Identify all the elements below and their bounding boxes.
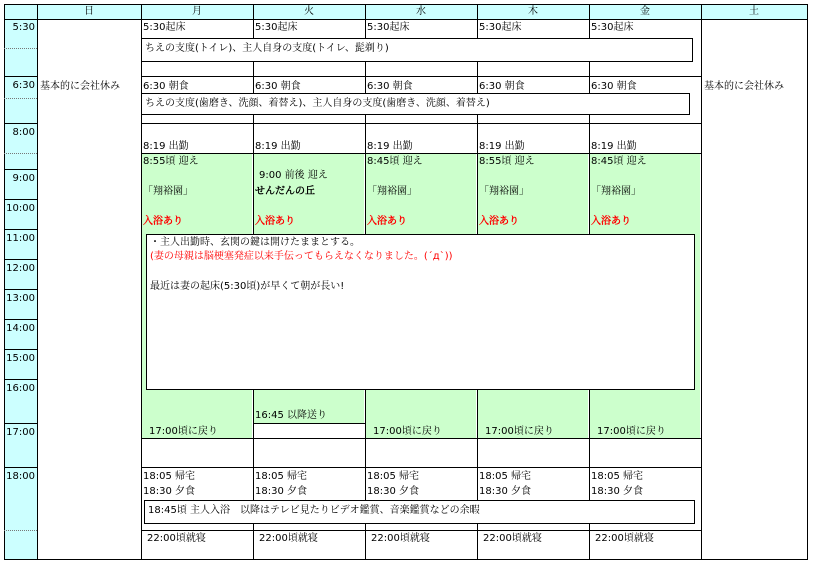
time-tick [4, 259, 37, 260]
dinner-thu: 18:30 夕食 [479, 486, 531, 497]
weekend-note-sun: 基本的に会社休み [40, 81, 120, 92]
morning-note-box-1 [141, 38, 693, 62]
sleep-wed: 22:00頃就寝 [371, 533, 430, 544]
home-mon: 18:05 帰宅 [143, 471, 195, 482]
header-day-fri: 金 [589, 4, 701, 20]
grid-line [141, 530, 701, 531]
time-label: 11:00 [6, 233, 35, 244]
time-tick [4, 319, 37, 320]
grid-line [253, 423, 365, 424]
morning-note-box-2 [141, 93, 690, 115]
time-tick [4, 349, 37, 350]
dinner-fri: 18:30 夕食 [591, 486, 643, 497]
time-label: 10:00 [6, 203, 35, 214]
time-label: 13:00 [6, 293, 35, 304]
time-label: 17:00 [6, 427, 35, 438]
pickup-thu: 8:55頃 迎え [479, 156, 535, 167]
time-tick [4, 153, 37, 154]
time-tick [4, 169, 37, 170]
pickup-fri: 8:45頃 迎え [591, 156, 647, 167]
grid-line [4, 4, 808, 5]
header-day-mon: 月 [141, 4, 253, 20]
time-label: 8:00 [12, 127, 35, 138]
time-tick [4, 199, 37, 200]
time-tick [4, 379, 37, 380]
bath-mon: 入浴あり [143, 216, 183, 227]
header-day-sun: 日 [37, 4, 141, 20]
time-tick [4, 289, 37, 290]
evening-note: 18:45頃 主人入浴 以降はテレビ見たりビデオ鑑賞、音楽鑑賞などの余暇 [148, 505, 480, 516]
breakfast-mon: 6:30 朝食 [143, 81, 189, 92]
dinner-tue: 18:30 夕食 [255, 486, 307, 497]
facility-fri: 「翔裕園」 [591, 186, 641, 197]
memo-line-3: 最近は妻の起床(5:30頃)が早くて朝が長い! [150, 281, 345, 292]
wake-fri: 5:30起床 [591, 22, 634, 33]
time-tick [4, 98, 37, 99]
bath-wed: 入浴あり [367, 216, 407, 227]
grid-line [807, 4, 808, 559]
home-wed: 18:05 帰宅 [367, 471, 419, 482]
time-label: 14:00 [6, 323, 35, 334]
time-label: 9:00 [12, 173, 35, 184]
time-label: 6:30 [12, 80, 35, 91]
facility-thu: 「翔裕園」 [479, 186, 529, 197]
sleep-thu: 22:00頃就寝 [483, 533, 542, 544]
facility-mon: 「翔裕園」 [143, 186, 193, 197]
breakfast-tue: 6:30 朝食 [255, 81, 301, 92]
grid-line [141, 153, 701, 154]
grid-line [141, 123, 701, 124]
commute-tue: 8:19 出勤 [255, 141, 301, 152]
time-label: 15:00 [6, 353, 35, 364]
memo-line-2: (妻の母親は脳梗塞発症以来手伝ってもらえなくなりました。(´д`)) [150, 251, 453, 262]
time-tick [4, 530, 37, 531]
breakfast-thu: 6:30 朝食 [479, 81, 525, 92]
dinner-mon: 18:30 夕食 [143, 486, 195, 497]
facility-tue: せんだんの丘 [255, 186, 315, 197]
bath-thu: 入浴あり [479, 216, 519, 227]
memo-line-1: ・主人出勤時、玄関の鍵は開けたままとする。 [150, 237, 360, 248]
time-tick [4, 423, 37, 424]
time-label: 16:00 [6, 383, 35, 394]
time-tick [4, 123, 37, 124]
header-day-tue: 火 [253, 4, 365, 20]
time-tick [4, 229, 37, 230]
return-mon: 17:00頃に戻り [149, 426, 218, 437]
time-tick [4, 76, 37, 77]
return-fri: 17:00頃に戻り [597, 426, 666, 437]
pickup-mon: 8:55頃 迎え [143, 156, 199, 167]
commute-fri: 8:19 出勤 [591, 141, 637, 152]
home-tue: 18:05 帰宅 [255, 471, 307, 482]
header-day-sat: 土 [701, 4, 807, 20]
grid-line [4, 4, 5, 559]
header-time-corner [4, 4, 37, 20]
breakfast-fri: 6:30 朝食 [591, 81, 637, 92]
pickup-wed: 8:45頃 迎え [367, 156, 423, 167]
wake-thu: 5:30起床 [479, 22, 522, 33]
dinner-wed: 18:30 夕食 [367, 486, 419, 497]
header-day-thu: 木 [477, 4, 589, 20]
time-label: 12:00 [6, 263, 35, 274]
wake-mon: 5:30起床 [143, 22, 186, 33]
wake-tue: 5:30起床 [255, 22, 298, 33]
commute-thu: 8:19 出勤 [479, 141, 525, 152]
commute-wed: 8:19 出勤 [367, 141, 413, 152]
grid-line [701, 4, 702, 559]
grid-line [141, 4, 142, 559]
header-day-wed: 水 [365, 4, 477, 20]
return-thu: 17:00頃に戻り [485, 426, 554, 437]
morning-note-1: ちえの支度(トイレ)、主人自身の支度(トイレ、髭剃り) [145, 43, 389, 54]
home-fri: 18:05 帰宅 [591, 471, 643, 482]
sleep-mon: 22:00頃就寝 [147, 533, 206, 544]
pickup-tue: 9:00 前後 迎え [259, 170, 328, 181]
sleep-fri: 22:00頃就寝 [595, 533, 654, 544]
grid-line [4, 559, 808, 560]
grid-line [141, 438, 701, 439]
time-tick [4, 467, 37, 468]
morning-note-2: ちえの支度(歯磨き、洗顔、着替え)、主人自身の支度(歯磨き、洗顔、着替え) [145, 98, 490, 109]
evening-note-box [144, 500, 695, 524]
return-wed: 17:00頃に戻り [373, 426, 442, 437]
time-label: 18:00 [6, 471, 35, 482]
grid-line [141, 76, 701, 77]
grid-line [37, 4, 38, 559]
wake-wed: 5:30起床 [367, 22, 410, 33]
facility-wed: 「翔裕園」 [367, 186, 417, 197]
grid-line [141, 467, 701, 468]
weekend-note-sat: 基本的に会社休み [704, 81, 784, 92]
time-label: 5:30 [12, 22, 35, 33]
memo-box [146, 234, 695, 390]
commute-mon: 8:19 出勤 [143, 141, 189, 152]
dropoff-tue: 16:45 以降送り [255, 410, 327, 421]
bath-tue: 入浴あり [255, 216, 295, 227]
breakfast-wed: 6:30 朝食 [367, 81, 413, 92]
sleep-tue: 22:00頃就寝 [259, 533, 318, 544]
bath-fri: 入浴あり [591, 216, 631, 227]
time-tick [4, 48, 37, 49]
home-thu: 18:05 帰宅 [479, 471, 531, 482]
